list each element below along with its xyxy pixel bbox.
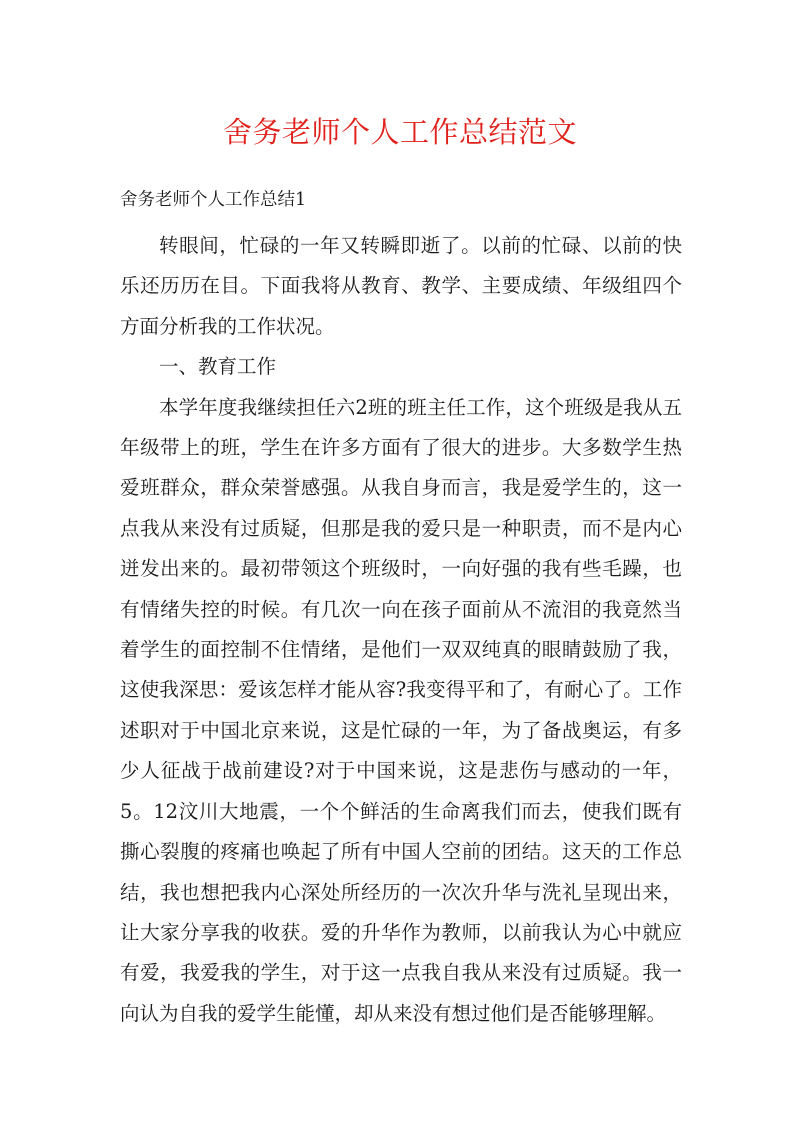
paragraph-education: 本学年度我继续担任六2班的班主任工作，这个班级是我从五年级带上的班，学生在许多方面有了很大的进步。大多数学生热爱班群众，群众荣誉感强。从我自身而言，我是爱学生的，这一点我从来没有过质疑，但那是我的爱只是一种职责，而不是内心迸发出来的。最初带领这个班级时，一向好强的我有些毛躁，也有情绪失控的时候。有几次一向在孩子面前从不流泪的我竟然当着学生的面控制不住情绪，是他们一双双纯真的眼睛鼓励了我，这使我深思：爱该怎样才能从容?我变得平和了，有耐心了。工作述职对于中国北京来说，这是忙碌的一年，为了备战奥运，有多少人征战于战前建设?对于中国来说，这是悲伤与感动的一年，5。12汶川大地震，一个个鲜活的生命离我们而去，使我们既有撕心裂腹的疼痛也唤起了所有中国人空前的团结。这天的工作总结，我也想把我内心深处所经历的一次次升华与洗礼呈现出来，让大家分享我的收获。爱的升华作为教师，以前我认为心中就应有爱，我爱我的学生，对于这一点我自我从来没有过质疑。我一向认为自我的爱学生能懂，却从来没有想过他们是否能够理解。: [120, 395, 682, 1025]
section-subtitle: 舍务老师个人工作总结1: [120, 190, 307, 210]
document-title: 舍务老师个人工作总结范文: [222, 115, 577, 149]
section-heading-education: 一、教育工作: [159, 355, 277, 379]
document-body: [120, 226, 682, 1034]
paragraph-intro: 转眼间，忙碌的一年又转瞬即逝了。以前的忙碌、以前的快乐还历历在目。下面我将从教育、教学、主要成绩、年级组四个方面分析我的工作状况。: [120, 234, 682, 338]
